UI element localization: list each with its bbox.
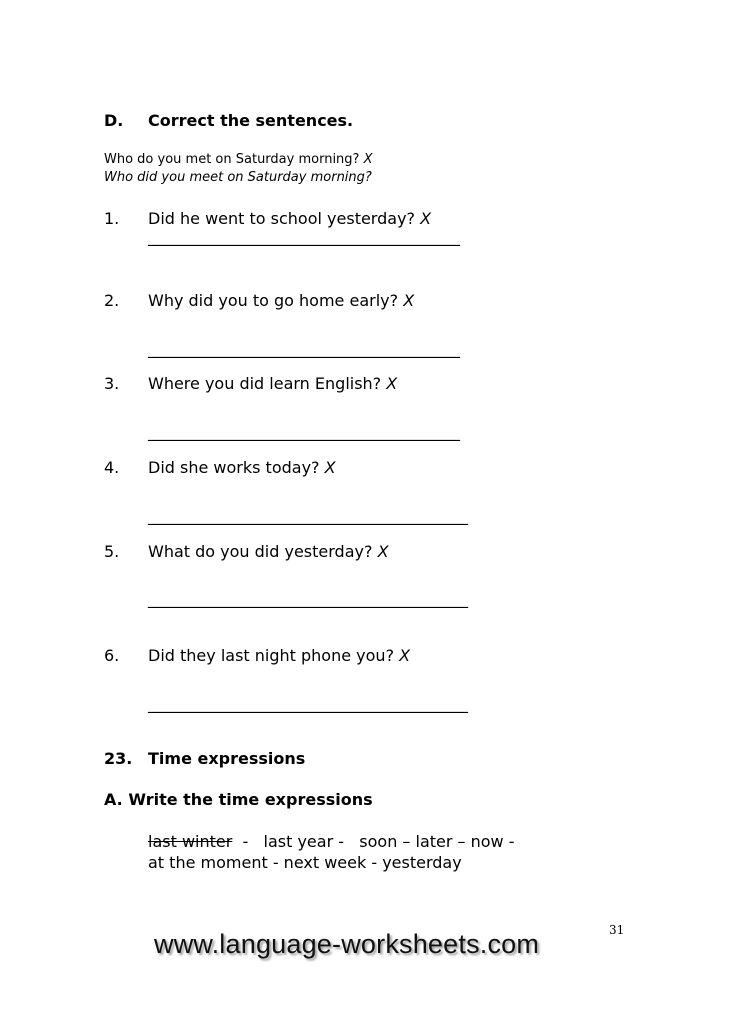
word-box-line-1-rest: - last year - soon – later – now - <box>232 832 515 851</box>
section-d-letter: D. <box>104 111 124 130</box>
item-6-number: 6. <box>104 646 120 665</box>
item-2-number: 2. <box>104 291 120 310</box>
section-d-title: Correct the sentences. <box>148 111 354 130</box>
item-1-mark: X <box>420 209 432 228</box>
word-box-line-1 <box>148 832 515 851</box>
item-5-mark: X <box>377 542 389 561</box>
item-5-text: What do you did yesterday? <box>148 542 373 561</box>
word-box-line-2: at the moment - next week - yesterday <box>148 853 462 872</box>
item-1-answer-line: _______________________________________ <box>148 227 460 246</box>
item-1-sentence <box>148 209 431 228</box>
item-2-mark: X <box>403 291 415 310</box>
item-4-answer-line: ________________________________________ <box>148 506 468 525</box>
item-3-number: 3. <box>104 374 120 393</box>
item-3-mark: X <box>386 374 398 393</box>
example-wrong-text: Who do you met on Saturday morning? <box>104 152 360 167</box>
item-6-mark: X <box>399 646 411 665</box>
item-3-text: Where you did learn English? <box>148 374 382 393</box>
item-6-text: Did they last night phone you? <box>148 646 395 665</box>
section-a-title: A. Write the time expressions <box>104 790 373 809</box>
section-23-number: 23. <box>104 749 133 768</box>
item-5-answer-line: ________________________________________ <box>148 589 468 608</box>
item-2-sentence <box>148 291 414 310</box>
example-wrong-mark: X <box>363 152 373 167</box>
page-number: 31 <box>609 923 625 937</box>
footer-website-url: www.language-worksheets.com <box>154 929 540 959</box>
item-3-sentence <box>148 374 397 393</box>
section-23-title: Time expressions <box>148 749 306 768</box>
item-3-answer-line: _______________________________________ <box>148 422 460 441</box>
item-4-text: Did she works today? <box>148 458 320 477</box>
item-6-answer-line: ________________________________________ <box>148 694 468 713</box>
item-4-sentence <box>148 458 336 477</box>
example-wrong-sentence <box>104 152 373 167</box>
item-2-answer-line: _______________________________________ <box>148 339 460 358</box>
item-5-number: 5. <box>104 542 120 561</box>
item-4-number: 4. <box>104 458 120 477</box>
item-4-mark: X <box>324 458 336 477</box>
item-5-sentence <box>148 542 389 561</box>
word-box-struck-example: last winter <box>148 832 233 851</box>
item-2-text: Why did you to go home early? <box>148 291 399 310</box>
item-1-number: 1. <box>104 209 120 228</box>
example-correct-sentence: Who did you meet on Saturday morning? <box>104 170 372 185</box>
item-6-sentence <box>148 646 410 665</box>
item-1-text: Did he went to school yesterday? <box>148 209 416 228</box>
